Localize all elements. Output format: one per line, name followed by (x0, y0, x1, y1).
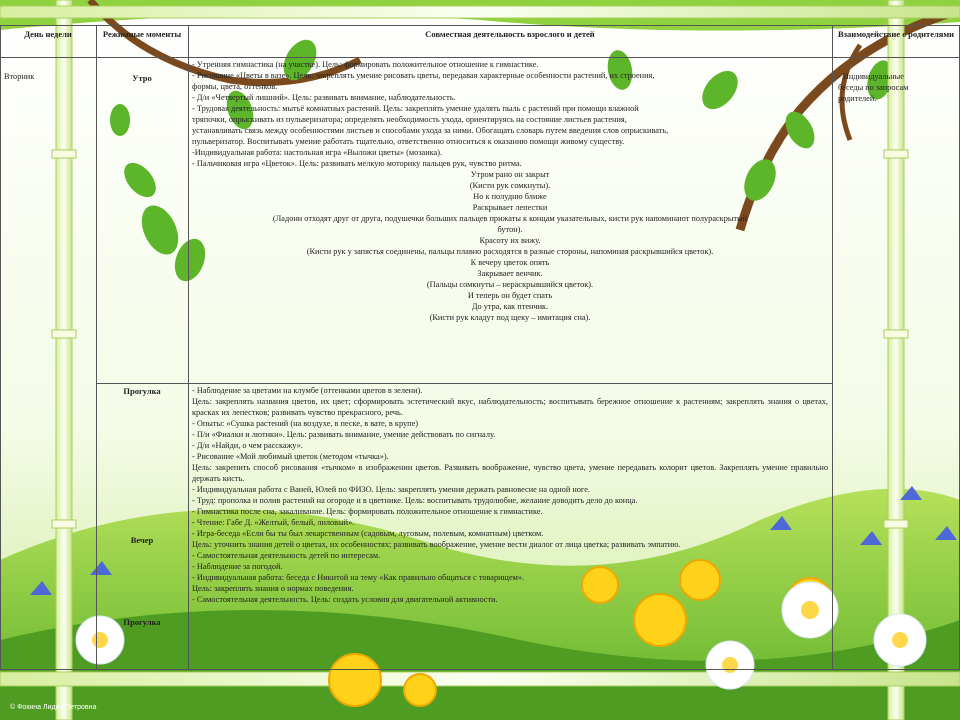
walk-line: Цель: закреплять названия цветов, их цвет; сформировать эстетический вкус, наблюдательность; воспитывать бережное отношение к растениям; закреплять знания о цветах, красках их лепестков; развивать чувство прекрасного, речь. (192, 397, 828, 417)
walk-line: - Самостоятельная деятельность детей по интересам. (192, 551, 381, 560)
col-line-1 (96, 25, 97, 670)
walk-line: Цель: закрепить способ рисования «тычком» в изображении цветов. Развивать воображение, чувство цвета, умение передавать колорит цветов. Закреплять умение правильно держать кисть. (192, 463, 828, 483)
col-line-0 (0, 25, 1, 670)
walk-line: - Наблюдение за цветами на клумбе (оттенками цветов в зелени). (192, 386, 423, 395)
walk-line: - Чтение: Габе Д. «Желтый, белый, лиловый». (192, 518, 355, 527)
poem-line: Но к полудню ближе (473, 192, 547, 201)
day-value: Вторник (4, 72, 35, 81)
table-border-bottom (0, 669, 960, 670)
walk-line: - Индивидуальная работа: беседа с Никитой на тему «Как правильно общаться с товарищем». (192, 573, 525, 582)
poem-line: (Кисти рук кладут под щеку – имитация сна). (429, 313, 591, 322)
poem-line: До утра, как птенчик. (471, 302, 549, 311)
moment-walk-2: Прогулка (123, 617, 161, 627)
parents-line: родителей. (838, 94, 877, 103)
moment-evening: Вечер (130, 535, 154, 545)
walk-line: - Д/и «Найди, о чем расскажу». (192, 441, 303, 450)
walk-line: - Опыты: «Сушка растений (на воздухе, в песке, в вате, в крупе) (192, 419, 419, 428)
morning-line: - Пальчиковая игра «Цветок». Цель: развивать мелкую моторику пальцев рук, чувство ритма. (192, 159, 522, 168)
walk-line: - Индивидуальная работа с Ваней, Юлей по ФИЗО. Цель: закреплять умения держать равновесие на одной ноге. (192, 485, 590, 494)
walk-line: - Гимнастика после сна, закаливание. Цель: формировать положительное отношение к гимнастике. (192, 507, 543, 516)
morning-line: устанавливать связь между особенностями листьев и способами ухода за ними. Обогащать словарь путем введения слов опрыскивать, (192, 126, 669, 135)
poem-line: Красоту их вижу. (479, 236, 541, 245)
poem-line: И теперь он будет спать (467, 291, 553, 300)
poem-line: Раскрывает лепестки (472, 203, 548, 212)
moment-morning: Утро (132, 73, 152, 83)
col-line-2 (188, 25, 189, 670)
walk-line: Цель: уточнить знания детей о цветах, их особенностях; развивать воображение, умение вести диалог от лица цветка; развивать эмпатию. (192, 540, 681, 549)
parents-line: - Индивидуальные (838, 72, 904, 81)
poem-line: (Кисти рук у запястья соединены, пальцы плавно расходятся в разные стороны, напоминая раскрывшийся цветок). (306, 247, 714, 256)
table-border-top (0, 25, 960, 26)
header-joint: Совместная деятельность взрослого и детей (425, 29, 595, 39)
walk-line: - Самостоятельная деятельность. Цель: создать условия для двигательной активности. (192, 595, 498, 604)
header-day: День недели (24, 29, 72, 39)
poem-line: (Пальцы сомкнуты – нераскрывшийся цветок). (426, 280, 594, 289)
parents-text (838, 71, 956, 104)
schedule-table (0, 25, 960, 670)
walk-evening-activities (192, 385, 828, 605)
walk-line: - Рисование «Мой любимый цветок (методом «тычка»). (192, 452, 389, 461)
copyright: © Фокина Лидия Петровна (10, 704, 97, 711)
morning-line: - Трудовая деятельность: мытьё комнатных растений. Цель: закреплять умение удалять пыль с растений при помощи влажной (192, 104, 639, 113)
poem-line: (Кисти рук сомкнуты). (469, 181, 551, 190)
morning-line: пульверизатор. Воспитывать умение работать тщательно, ответственно относиться к оказанию помощи живому существу. (192, 137, 625, 146)
morning-line: формы, цвета, оттенков. (192, 82, 278, 91)
morning-line: - Рисование «Цветы в вазе». Цель: закреплять умение рисовать цветы, передавая характерные особенности растений, их строения, (192, 71, 655, 80)
morning-activities (192, 59, 828, 323)
parents-line: беседы по запросам (838, 83, 909, 92)
poem-line: Закрывает венчик. (477, 269, 543, 278)
morning-walk-divider (96, 383, 832, 384)
col-line-3 (832, 25, 833, 670)
walk-line: - П/и «Фиалки и лютики». Цель: развивать внимание, умение действовать по сигналу. (192, 430, 496, 439)
morning-line: - Утренняя гимнастика (на участке). Цель: формировать положительное отношение к гимнастике. (192, 60, 539, 69)
walk-line: - Наблюдение за погодой. (192, 562, 283, 571)
poem-line: К вечеру цветок опять (470, 258, 550, 267)
morning-line: -Индивидуальная работа: настольная игра «Выложи цветы» (мозаика). (192, 148, 443, 157)
walk-line: - Труд: прополка и полив растений на огороде и в цветнике. Цель: воспитывать трудолюбие, желание доводить дело до конца. (192, 496, 638, 505)
poem-line: бутон). (497, 225, 523, 234)
walk-line: - Игра-беседа «Если бы ты был лекарственным (садовым, луговым, полевым, комнатным) цветком. (192, 529, 544, 538)
walk-line: Цель: закреплять знания о нормах поведения. (192, 584, 354, 593)
poem-line: Утром рано он закрыт (470, 170, 550, 179)
morning-line: - Д/и «Четвертый лишний». Цель: развивать внимание, наблюдательность. (192, 93, 456, 102)
poem-line: (Ладони отходят друг от друга, подушечки больших пальцев прижаты к концам указательных, кисти рук напоминают полураскрытый (272, 214, 748, 223)
header-moments: Режимные моменты (102, 29, 182, 39)
morning-line: тряпочки, опрыскивать из пульверизатора; определять необходимость ухода, ориентируясь на состояние листьев растения, (192, 115, 627, 124)
header-divider (0, 57, 960, 58)
moment-walk-1: Прогулка (123, 386, 161, 396)
header-parents: Взаимодействие с родителями (837, 29, 955, 39)
